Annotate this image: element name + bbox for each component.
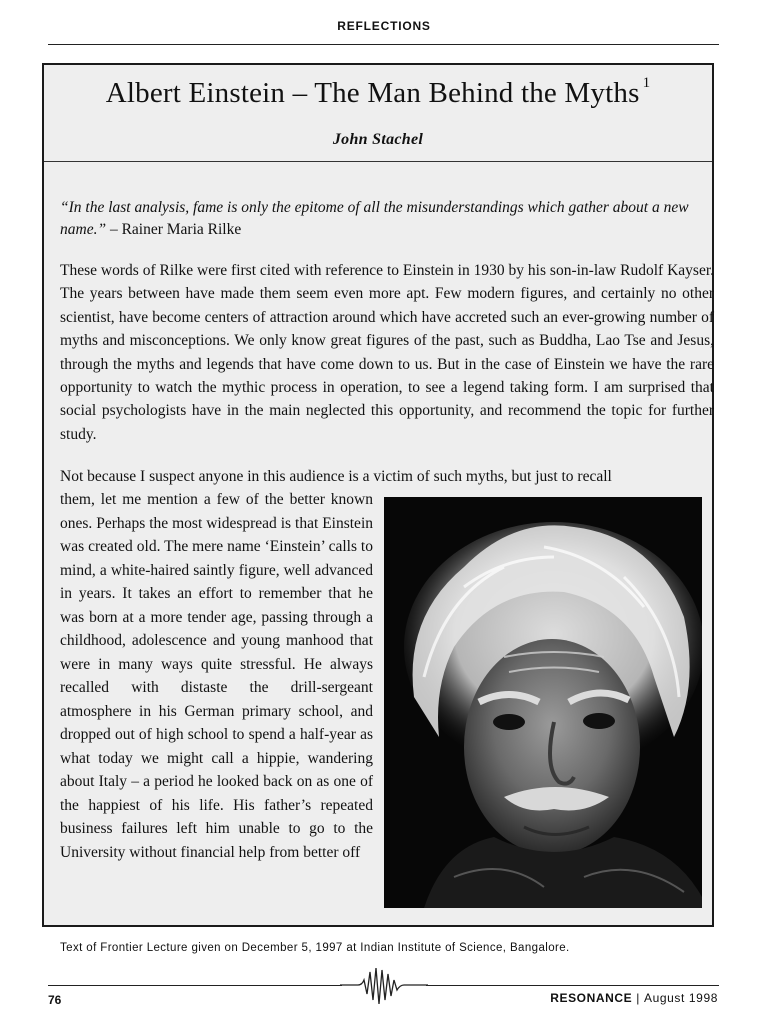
footnote: Text of Frontier Lecture given on December 5, 1997 at Indian Institute of Science, Bangalore. [60,942,570,954]
body-paragraph-2: them, let me mention a few of the better known ones. Perhaps the most widespread is that Einstein was created old. The mere name ‘Einstein’ calls to mind, a white-haired saintly figure, well advanced in years. It takes an effort to remember that he was born at a more tender age, passing through a childhood, adolescence and young manhood that were in many ways quite stressful. He always recalled with distaste the drill-sergeant atmosphere in his German primary school, and dropped out of high school to spend a half-year as what today we might call a hippie, wandering about Italy – a period he looked back on as one of the happiest of his life. His father’s repeated business failures left him unable to go to the University without financial help from better off [60,491,373,861]
epigraph [60,197,710,241]
einstein-portrait-image [384,497,702,908]
article-title-text: Albert Einstein – The Man Behind the Myths [105,77,640,109]
journal-separator: | [636,991,640,1005]
header-rule [48,44,719,45]
epigraph-attribution: – Rainer Maria Rilke [106,221,242,238]
journal-name: RESONANCE [550,991,633,1005]
epigraph-text: “In the last analysis, fame is only the epitome of all the misunderstandings which gather about a new name.” [60,199,689,238]
journal-issue [550,991,718,1005]
running-head: REFLECTIONS [337,19,431,33]
body-paragraph-1: These words of Rilke were first cited with reference to Einstein in 1930 by his son-in-law Rudolf Kayser. The years between have made them seem even more apt. Few modern figures, and certainly no other scientist, have become centers of attraction around which have accreted such an ever-growing number of myths and misconceptions. We only know great figures of the past, such as Buddha, Lao Tse and Jesus, through the myths and legends that have come down to us. But in the case of Einstein we have the rare opportunity to watch the mythic process in operation, to see a legend taking form. I am surprised that social psychologists have in the main neglected this opportunity, and recommend the topic for further study. [60,262,714,443]
article-title [44,77,712,110]
footer-rule-left [48,985,342,986]
body-paragraph-2-first-line: Not because I suspect anyone in this audience is a victim of such myths, but just to recall [60,468,612,485]
resonance-wave-logo [340,966,428,1006]
article-author: John Stachel [332,131,424,148]
page-number: 76 [48,993,62,1007]
title-rule [44,161,712,162]
issue-date: August 1998 [644,991,718,1005]
title-footnote-mark: 1 [642,75,651,91]
article-box [42,63,714,927]
footer-rule-right [426,985,719,986]
